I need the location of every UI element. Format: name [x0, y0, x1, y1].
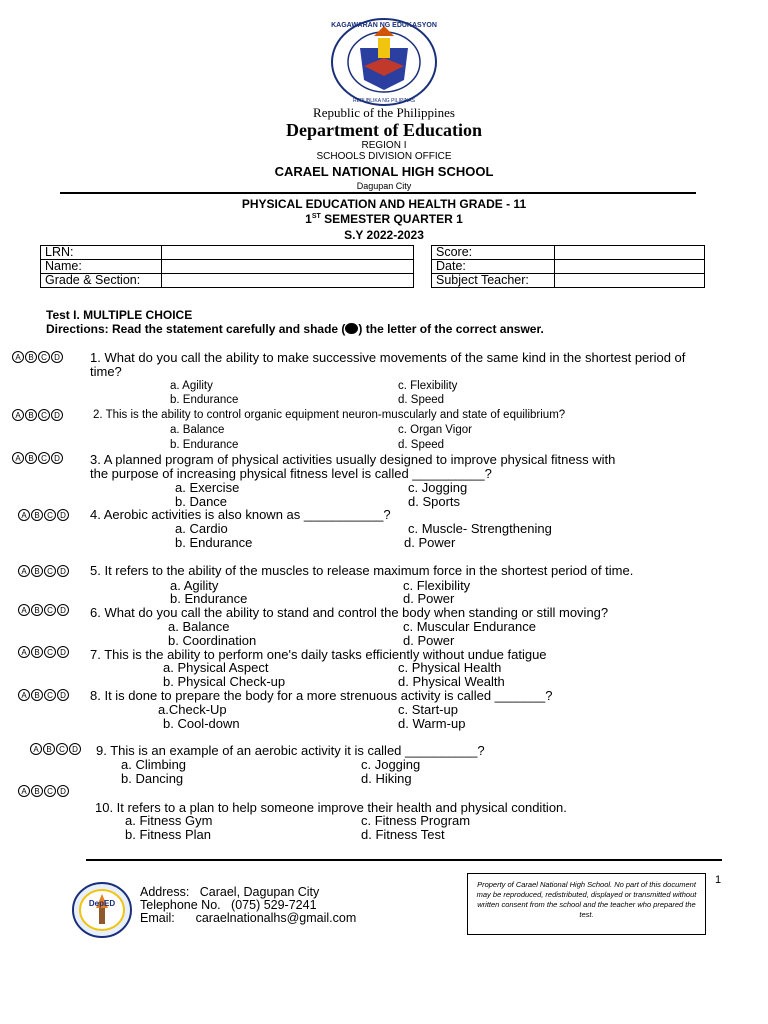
option-d[interactable]: d. Speed: [398, 439, 445, 451]
answer-bubbles: [12, 351, 63, 363]
bubble-d[interactable]: D: [57, 604, 69, 616]
bubble-b[interactable]: B: [31, 689, 43, 701]
name-field[interactable]: [162, 260, 414, 274]
bubble-b[interactable]: B: [31, 604, 43, 616]
bubble-d[interactable]: D: [57, 565, 69, 577]
option-d[interactable]: d. Fitness Test: [361, 827, 445, 842]
bubble-c[interactable]: C: [38, 351, 50, 363]
option-b[interactable]: b. Endurance: [170, 394, 239, 406]
email-label: Email:: [140, 911, 175, 925]
test-directions: [46, 322, 544, 336]
bubble-b[interactable]: B: [31, 785, 43, 797]
copyright-text: Property of Carael National High School. No part of this document may be reproduced, redistributed, displayed or transmitted without written consent from the school and the teacher who prepared the test.: [476, 880, 697, 919]
lrn-label: LRN:: [41, 246, 162, 260]
republic-line: Republic of the Philippines: [313, 105, 455, 120]
option-d[interactable]: d. Power: [403, 591, 455, 606]
bubble-c[interactable]: C: [44, 565, 56, 577]
directions-before: Directions: Read the statement carefully and shade (: [46, 322, 346, 336]
deped-logo: [72, 882, 132, 938]
answer-bubbles: [12, 452, 63, 464]
region-line: REGION I: [361, 140, 407, 151]
option-d[interactable]: d. Power: [404, 535, 456, 550]
option-c[interactable]: c. Jogging: [361, 757, 421, 772]
answer-bubbles: [18, 604, 69, 616]
logo-text: DepED: [88, 899, 116, 908]
semester-num: 1: [305, 212, 312, 226]
bubble-b[interactable]: B: [43, 743, 55, 755]
bubble-d[interactable]: D: [69, 743, 81, 755]
bubble-b[interactable]: B: [31, 646, 43, 658]
bubble-a[interactable]: A: [18, 785, 30, 797]
answer-bubbles: [18, 509, 69, 521]
name-label: Name:: [41, 260, 162, 274]
bubble-d[interactable]: D: [57, 646, 69, 658]
option-c[interactable]: c. Start-up: [398, 702, 458, 717]
phone-label: Telephone No.: [140, 898, 221, 912]
option-b[interactable]: b. Cool-down: [163, 716, 240, 731]
bubble-d[interactable]: D: [51, 351, 63, 363]
directions-after: ) the letter of the correct answer.: [358, 322, 544, 336]
seal-outer-text: KAGAWARAN NG EDUKASYON: [331, 22, 437, 29]
option-a[interactable]: a.Check-Up: [158, 702, 227, 717]
option-a[interactable]: a. Balance: [170, 424, 225, 436]
address-value: Carael, Dagupan City: [199, 885, 320, 899]
answer-bubbles: [18, 646, 69, 658]
option-d[interactable]: d. Sports: [408, 494, 461, 509]
student-info-table: [40, 245, 414, 288]
semester-line: [0, 212, 768, 226]
bubble-b[interactable]: B: [31, 509, 43, 521]
bubble-a[interactable]: A: [18, 646, 30, 658]
bubble-a[interactable]: A: [30, 743, 42, 755]
answer-bubbles: [18, 785, 69, 797]
answer-bubbles: [30, 743, 81, 755]
deped-seal: [330, 18, 438, 106]
option-c[interactable]: c. Muscle- Strengthening: [408, 521, 552, 536]
address-label: Address:: [140, 885, 190, 899]
bubble-a[interactable]: A: [18, 604, 30, 616]
bubble-a[interactable]: A: [18, 689, 30, 701]
option-a[interactable]: a. Climbing: [121, 757, 187, 772]
subject-title: PHYSICAL EDUCATION AND HEALTH GRADE - 11: [241, 197, 527, 211]
score-label: Score:: [432, 246, 555, 260]
option-b[interactable]: b. Fitness Plan: [125, 827, 211, 842]
option-b[interactable]: b. Physical Check-up: [163, 674, 286, 689]
question-text: 7. This is the ability to perform one's daily tasks efficiently without undue fatigue: [90, 647, 547, 662]
option-b[interactable]: b. Coordination: [168, 633, 257, 648]
bubble-d[interactable]: D: [57, 689, 69, 701]
bubble-a[interactable]: A: [18, 509, 30, 521]
option-b[interactable]: b. Endurance: [170, 439, 239, 451]
option-a[interactable]: a. Exercise: [175, 480, 240, 495]
option-d[interactable]: d. Physical Wealth: [398, 674, 505, 689]
option-b[interactable]: b. Endurance: [170, 591, 248, 606]
filled-circle-icon: [345, 323, 358, 334]
option-c[interactable]: c. Jogging: [408, 480, 468, 495]
option-c[interactable]: c. Flexibility: [398, 380, 458, 392]
date-label: Date:: [432, 260, 555, 274]
semester-rest: SEMESTER QUARTER 1: [320, 212, 463, 226]
option-a[interactable]: a. Balance: [168, 619, 230, 634]
option-b[interactable]: b. Dance: [175, 494, 228, 509]
option-c[interactable]: c. Fitness Program: [361, 813, 471, 828]
bubble-d[interactable]: D: [51, 409, 63, 421]
answer-bubbles: [18, 689, 69, 701]
question-text: 8. It is done to prepare the body for a more strenuous activity is called _______?: [90, 688, 553, 703]
seal-inner-text: REPUBLIKA NG PILIPINAS: [353, 98, 415, 104]
lrn-field[interactable]: [162, 246, 414, 260]
footer-divider: [86, 859, 722, 861]
question-text: 1. What do you call the ability to make successive movements of the same kind in the shortest period of: [90, 350, 686, 365]
option-c[interactable]: c. Muscular Endurance: [403, 619, 536, 634]
division-line: SCHOOLS DIVISION OFFICE: [316, 151, 452, 162]
grade-section-field[interactable]: [162, 274, 414, 288]
bubble-b[interactable]: B: [25, 452, 37, 464]
test-title: Test I. MULTIPLE CHOICE: [46, 308, 193, 322]
option-a[interactable]: a. Agility: [170, 578, 219, 593]
option-a[interactable]: a. Fitness Gym: [125, 813, 213, 828]
option-d[interactable]: d. Speed: [398, 394, 445, 406]
option-a[interactable]: a. Agility: [170, 380, 213, 392]
option-a[interactable]: a. Physical Aspect: [163, 660, 269, 675]
bubble-c[interactable]: C: [44, 689, 56, 701]
score-field[interactable]: [555, 246, 705, 260]
page-number: 1: [715, 874, 722, 886]
question-text: 6. What do you call the ability to stand and control the body when standing or still moving?: [90, 605, 609, 620]
bubble-c[interactable]: C: [56, 743, 68, 755]
city-line: Dagupan City: [356, 181, 412, 191]
bubble-c[interactable]: C: [44, 646, 56, 658]
school-year: S.Y 2022-2023: [344, 228, 424, 242]
bubble-b[interactable]: B: [25, 351, 37, 363]
option-c[interactable]: c. Flexibility: [403, 578, 471, 593]
subject-teacher-label: Subject Teacher:: [432, 274, 555, 288]
option-a[interactable]: a. Cardio: [175, 521, 228, 536]
footer-contact: [140, 886, 356, 925]
bubble-d[interactable]: D: [57, 509, 69, 521]
date-field[interactable]: [555, 260, 705, 274]
copyright-notice: [467, 873, 706, 935]
bubble-a[interactable]: A: [12, 409, 24, 421]
bubble-c[interactable]: C: [44, 509, 56, 521]
bubble-a[interactable]: A: [12, 452, 24, 464]
bubble-c[interactable]: C: [38, 409, 50, 421]
subject-teacher-field[interactable]: [555, 274, 705, 288]
bubble-c[interactable]: C: [38, 452, 50, 464]
email-link[interactable]: caraelnationalhs@gmail.com: [195, 911, 357, 925]
question-text: 3. A planned program of physical activities usually designed to improve physical fitness with: [90, 452, 616, 467]
option-c[interactable]: c. Physical Health: [398, 660, 502, 675]
bubble-a[interactable]: A: [18, 565, 30, 577]
option-d[interactable]: d. Power: [403, 633, 455, 648]
school-name: CARAEL NATIONAL HIGH SCHOOL: [274, 164, 494, 179]
question-text-cont: time?: [90, 364, 122, 379]
score-info-table: [431, 245, 705, 288]
bubble-a[interactable]: A: [12, 351, 24, 363]
department-title: Department of Education: [286, 120, 482, 140]
semester-sup: ST: [311, 213, 321, 220]
option-c[interactable]: c. Organ Vigor: [398, 424, 472, 436]
bubble-c[interactable]: C: [44, 604, 56, 616]
bubble-d[interactable]: D: [51, 452, 63, 464]
bubble-b[interactable]: B: [31, 565, 43, 577]
answer-bubbles: [18, 565, 69, 577]
question-text-cont: the purpose of increasing physical fitness level is called __________?: [90, 466, 492, 481]
option-b[interactable]: b. Dancing: [121, 771, 184, 786]
option-d[interactable]: d. Warm-up: [398, 716, 466, 731]
option-d[interactable]: d. Hiking: [361, 771, 412, 786]
question-text: 10. It refers to a plan to help someone improve their health and physical condition.: [95, 800, 567, 815]
question-text: 5. It refers to the ability of the muscles to release maximum force in the shortest period of time.: [90, 563, 634, 578]
phone-value: (075) 529-7241: [231, 898, 317, 912]
bubble-b[interactable]: B: [25, 409, 37, 421]
question-text: 4. Aerobic activities is also known as ___________?: [90, 507, 391, 522]
grade-section-label: Grade & Section:: [41, 274, 162, 288]
answer-bubbles: [12, 409, 63, 421]
option-b[interactable]: b. Endurance: [175, 535, 253, 550]
bubble-d[interactable]: D: [57, 785, 69, 797]
header-divider: [60, 192, 696, 194]
bubble-c[interactable]: C: [44, 785, 56, 797]
question-text: 9. This is an example of an aerobic activity it is called __________?: [96, 743, 485, 758]
question-text: 2. This is the ability to control organic equipment neuron-muscularly and state of equilibrium?: [93, 409, 566, 421]
